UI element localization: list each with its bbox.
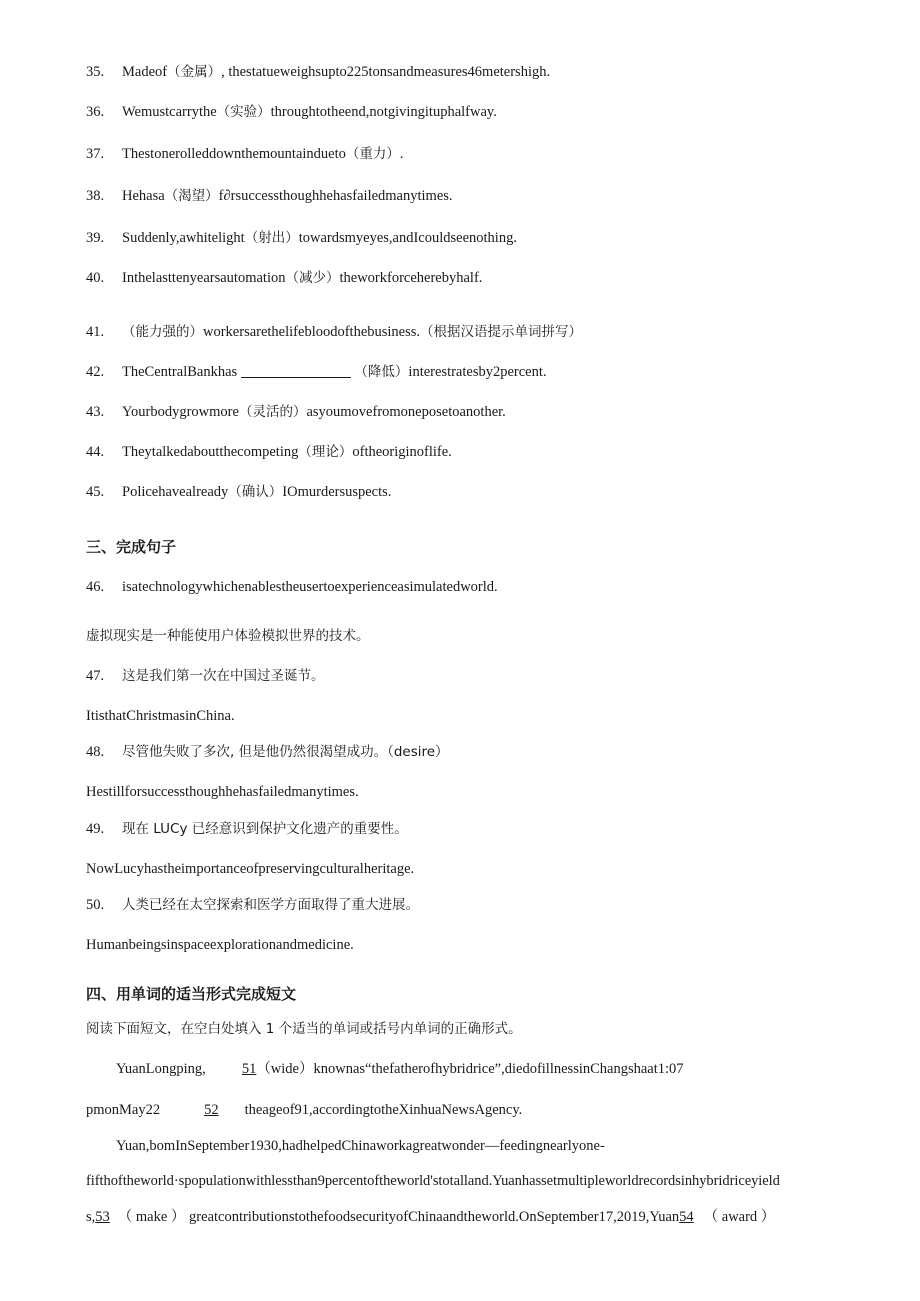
question-text: Theytalkedaboutthecompeting — [122, 444, 299, 460]
question-45 — [86, 482, 391, 502]
passage-text: YuanLongping, — [116, 1061, 206, 1077]
blank-53[interactable]: 53 — [95, 1209, 110, 1225]
section-title-complete-sentences: 三、完成句子 — [86, 538, 177, 556]
question-44 — [86, 442, 452, 462]
chinese-hint: （渴望） — [164, 188, 219, 204]
question-text-rest: f∂rsuccessthoughhehasfailedmanytimes. — [218, 188, 453, 204]
question-text: 现在 LUCy 已经意识到保护文化遗产的重要性。 — [122, 821, 408, 837]
question-number: 37. — [86, 146, 105, 162]
question-text: Policehavealready — [122, 484, 229, 500]
question-47 — [86, 666, 325, 686]
chinese-hint: （降低） — [354, 364, 409, 380]
question-39 — [86, 228, 517, 248]
question-49 — [86, 819, 408, 839]
question-47-english: ItisthatChristmasinChina. — [86, 708, 235, 724]
blank-52[interactable]: 52 — [204, 1102, 219, 1118]
question-text: TheCentralBankhas — [122, 364, 238, 380]
question-text: 尽管他失败了多次, 但是他仍然很渴望成功。 — [122, 744, 388, 760]
question-number: 42. — [86, 364, 105, 380]
question-text: Hehasa — [122, 188, 165, 204]
question-number: 38. — [86, 188, 105, 204]
question-text-rest: throughtotheend,notgivingituphalfway. — [270, 104, 497, 120]
chinese-hint: （重力） — [345, 146, 400, 162]
question-number: 46. — [86, 579, 105, 595]
passage-text: pmonMay22 — [86, 1102, 161, 1118]
passage-instruction: 阅读下面短文，在空白处填入 1 个适当的单词或括号内单词的正确形式。 — [86, 1021, 522, 1037]
question-number: 49. — [86, 821, 105, 837]
answer-blank[interactable] — [241, 363, 351, 378]
question-42 — [86, 362, 547, 382]
question-50 — [86, 895, 419, 915]
passage-line-4: fifthoftheworld·spopulationwithlessthan9percentoftheworld'stotalland.Yuanhassetmultipleworldrecordsinhybridriceyield — [86, 1173, 780, 1189]
question-text-rest: . — [399, 146, 404, 162]
question-number: 47. — [86, 668, 105, 684]
question-text-rest: workersarethelifebloodofthebusiness. — [203, 324, 421, 340]
question-50-english: Humanbeingsinspaceexplorationandmedicine. — [86, 937, 354, 953]
question-text: Yourbodygrowmore — [122, 404, 239, 420]
question-number: 36. — [86, 104, 105, 120]
question-text: 人类已经在太空探索和医学方面取得了重大进展。 — [122, 897, 419, 913]
chinese-hint: （实验） — [216, 104, 271, 120]
question-number: 44. — [86, 444, 105, 460]
question-text-rest: towardsmyeyes,andIcouldseenothing. — [298, 230, 517, 246]
chinese-hint: （灵活的） — [238, 404, 307, 420]
question-text: Wemustcarrythe — [122, 104, 217, 120]
question-number: 40. — [86, 270, 105, 286]
question-text: Suddenly,awhitelight — [122, 230, 245, 246]
question-48 — [86, 742, 449, 762]
question-number: 41. — [86, 324, 105, 340]
question-36 — [86, 102, 497, 122]
passage-text: （wide）knownas“thefatherofhybridrice”,diedofillnessinChangshaat1:07 — [256, 1061, 684, 1077]
question-40 — [86, 268, 482, 288]
question-text: Madeof — [122, 64, 168, 80]
passage-text: theageof91,accordingtotheXinhuaNewsAgency. — [244, 1102, 523, 1118]
passage-text: s, — [86, 1209, 96, 1225]
question-49-english: NowLucyhastheimportanceofpreservingculturalheritage. — [86, 861, 415, 877]
chinese-hint: （确认） — [228, 484, 283, 500]
question-text-rest: , thestatueweighsupto225tonsandmeasures46metershigh. — [221, 64, 551, 80]
question-41 — [86, 322, 582, 342]
question-35 — [86, 62, 550, 82]
passage-line-5 — [86, 1207, 775, 1227]
instruction-note: （根据汉语提示单词拼写） — [420, 324, 583, 340]
chinese-hint: （减少） — [285, 270, 340, 286]
question-43 — [86, 402, 506, 422]
question-38 — [86, 186, 453, 206]
chinese-hint: （金属） — [167, 64, 222, 80]
question-text-rest: theworkforceherebyhalf. — [339, 270, 483, 286]
question-text-rest: IOmurdersuspects. — [282, 484, 392, 500]
question-text: isatechnologywhichenablestheusertoexperienceasimulatedworld. — [122, 579, 498, 595]
question-number: 45. — [86, 484, 105, 500]
passage-line-3: Yuan,bomInSeptember1930,hadhelpedChinaworkagreatwonder—feedingnearlyone- — [116, 1138, 605, 1154]
question-text: Thestonerolleddownthemountaindueto — [122, 146, 346, 162]
chinese-hint: （射出） — [244, 230, 299, 246]
question-number: 35. — [86, 64, 105, 80]
question-text-rest: oftheoriginoflife. — [352, 444, 452, 460]
passage-line-1 — [116, 1059, 684, 1079]
passage-text: （ make ） greatcontributionstothefoodsecurityofChinaandtheworld.OnSeptember17,2019,Yuan — [117, 1209, 680, 1225]
chinese-hint: （能力强的） — [122, 324, 203, 340]
section-title-word-forms: 四、用单词的适当形式完成短文 — [86, 985, 297, 1003]
question-text: 这是我们第一次在中国过圣诞节。 — [122, 668, 325, 684]
word-hint: （desire） — [387, 744, 449, 760]
question-text: Inthelasttenyearsautomation — [122, 270, 286, 286]
question-48-english: Hestillforsuccessthoughhehasfailedmanytimes. — [86, 784, 359, 800]
question-number: 39. — [86, 230, 105, 246]
question-text-rest: asyoumovefromoneposetoanother. — [306, 404, 506, 420]
blank-54[interactable]: 54 — [679, 1209, 694, 1225]
question-number: 43. — [86, 404, 105, 420]
question-number: 50. — [86, 897, 105, 913]
blank-51[interactable]: 51 — [241, 1061, 257, 1077]
question-text-rest: interestratesby2percent. — [408, 364, 547, 380]
chinese-hint: （理论） — [298, 444, 353, 460]
question-37 — [86, 144, 404, 164]
question-46 — [86, 577, 498, 597]
question-number: 48. — [86, 744, 105, 760]
passage-text: （ award ） — [703, 1209, 776, 1225]
passage-line-2 — [86, 1100, 522, 1120]
question-46-chinese: 虚拟现实是一种能使用户体验模拟世界的技术。 — [86, 628, 370, 644]
